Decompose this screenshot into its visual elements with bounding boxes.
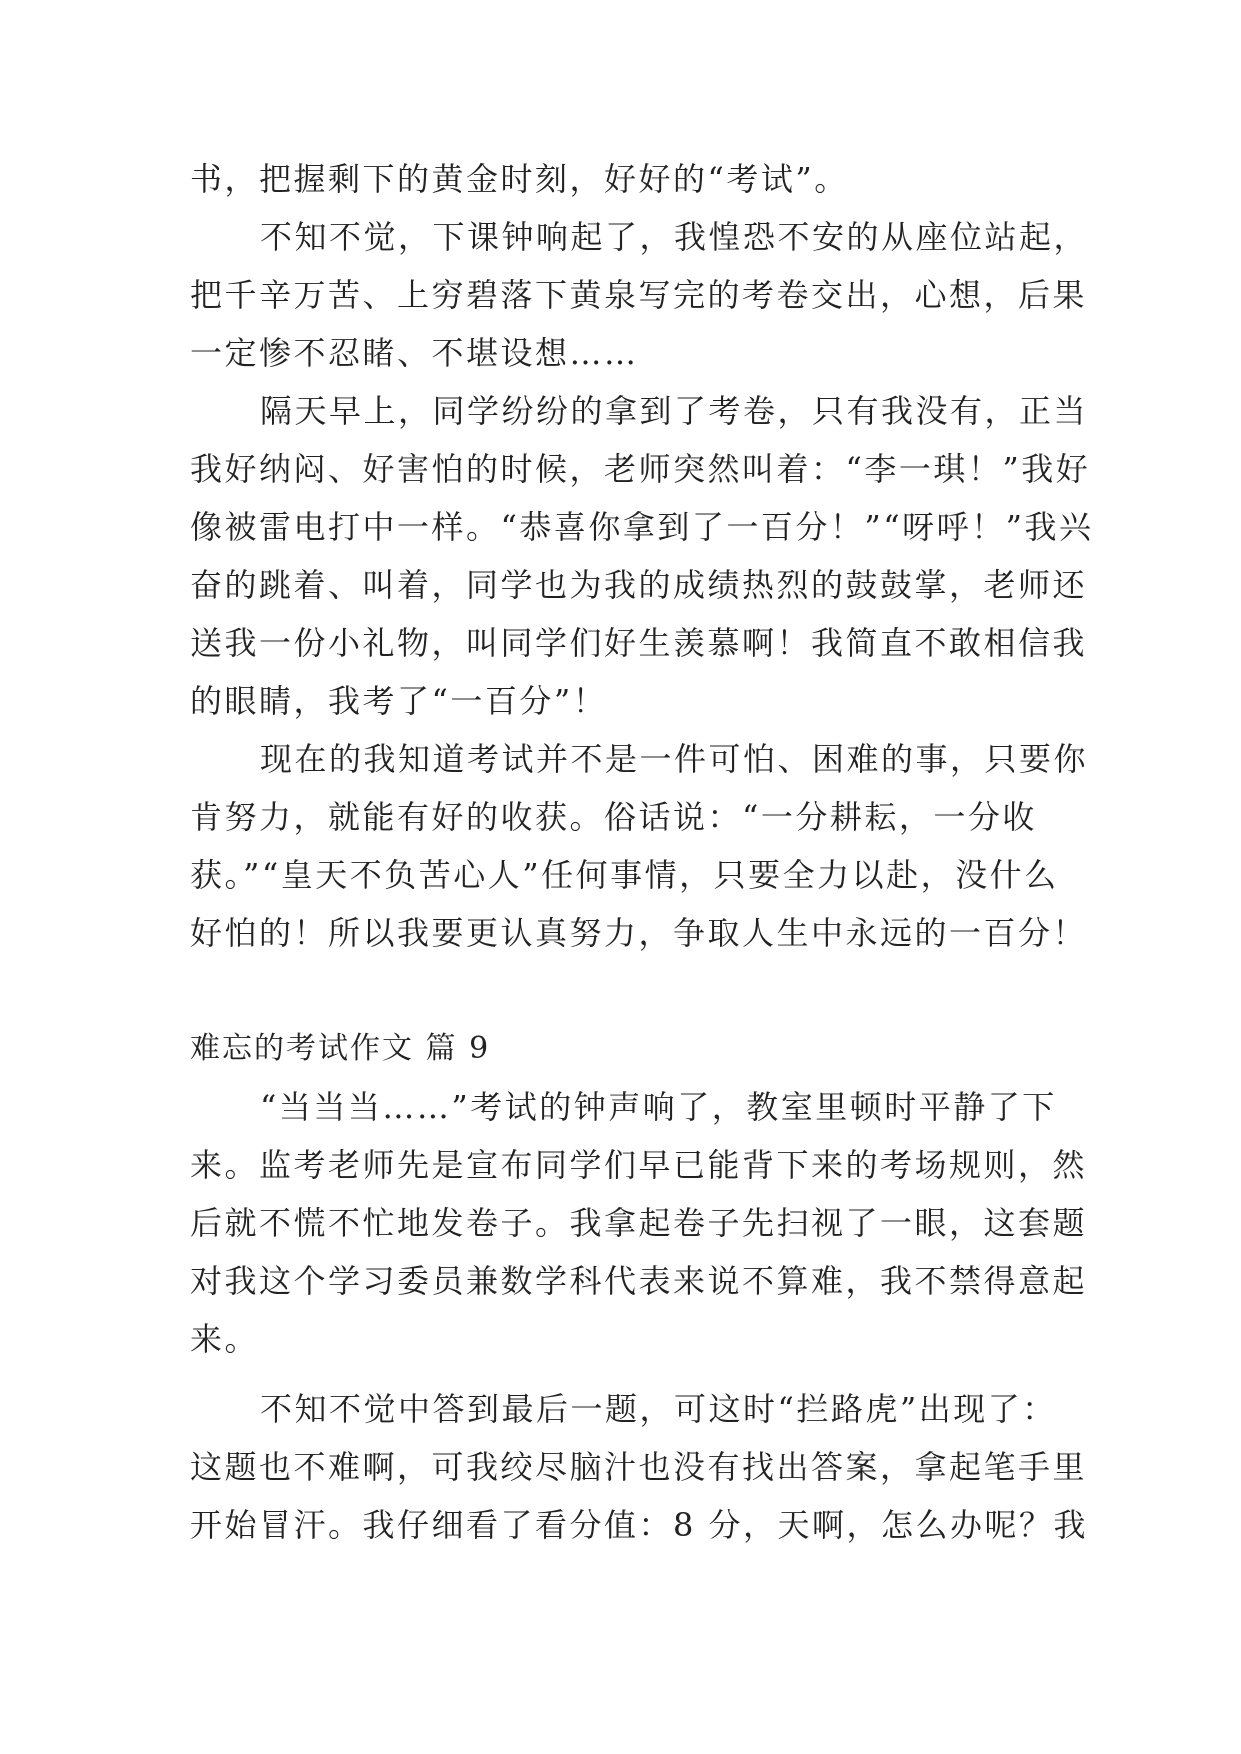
paragraph-line: 把千辛万苦、上穷碧落下黄泉写完的考卷交出，心想，后果 — [190, 276, 1088, 314]
paragraph-line: 送我一份小礼物，叫同学们好生羡慕啊！我简直不敢相信我 — [190, 624, 1088, 662]
paragraph-line: 来。监考老师先是宣布同学们早已能背下来的考场规则，然 — [190, 1146, 1088, 1184]
paragraph-line: 不知不觉，下课钟响起了，我惶恐不安的从座位站起， — [260, 218, 1089, 256]
paragraph-line: 隔天早上，同学纷纷的拿到了考卷，只有我没有，正当 — [260, 392, 1089, 430]
paragraph-line: 现在的我知道考试并不是一件可怕、困难的事，只要你 — [260, 740, 1089, 778]
paragraph-line: 的眼睛，我考了“一百分”！ — [190, 682, 608, 720]
paragraph-line: 好怕的！所以我要更认真努力，争取人生中永远的一百分！ — [190, 914, 1088, 952]
paragraph-line: 开始冒汗。我仔细看了看分值：8 分，天啊，怎么办呢？我 — [190, 1506, 1089, 1544]
paragraph-line: 来。 — [190, 1320, 260, 1358]
paragraph-line: 肯努力，就能有好的收获。俗话说：“一分耕耘，一分收 — [190, 798, 1037, 836]
paragraph-line: 不知不觉中答到最后一题，可这时“拦路虎”出现了： — [260, 1390, 1057, 1428]
paragraph-line: 对我这个学习委员兼数学科代表来说不算难，我不禁得意起 — [190, 1262, 1088, 1300]
paragraph-line: 获。”“皇天不负苦心人”任何事情，只要全力以赴，没什么 — [190, 856, 1059, 894]
paragraph-line: 一定惨不忍睹、不堪设想…… — [190, 334, 639, 372]
paragraph-line: 书，把握剩下的黄金时刻，好好的“考试”。 — [190, 160, 849, 198]
essay-section-previous — [190, 150, 1094, 962]
essay-heading: 难忘的考试作文 篇 9 — [190, 1031, 491, 1066]
essay-section-9 — [190, 1020, 1089, 1554]
paragraph-line: 后就不慌不忙地发卷子。我拿起卷子先扫视了一眼，这套题 — [190, 1204, 1088, 1242]
paragraph-line: 像被雷电打中一样。“恭喜你拿到了一百分！”“呀呼！”我兴 — [190, 508, 1094, 546]
paragraph-line: 这题也不难啊，可我绞尽脑汁也没有找出答案，拿起笔手里 — [190, 1448, 1088, 1486]
paragraph-line: 奋的跳着、叫着，同学也为我的成绩热烈的鼓鼓掌，老师还 — [190, 566, 1088, 604]
paragraph-line: 我好纳闷、好害怕的时候，老师突然叫着：“李一琪！”我好 — [190, 450, 1091, 488]
paragraph-line: “当当当……”考试的钟声响了，教室里顿时平静了下 — [260, 1088, 1057, 1126]
